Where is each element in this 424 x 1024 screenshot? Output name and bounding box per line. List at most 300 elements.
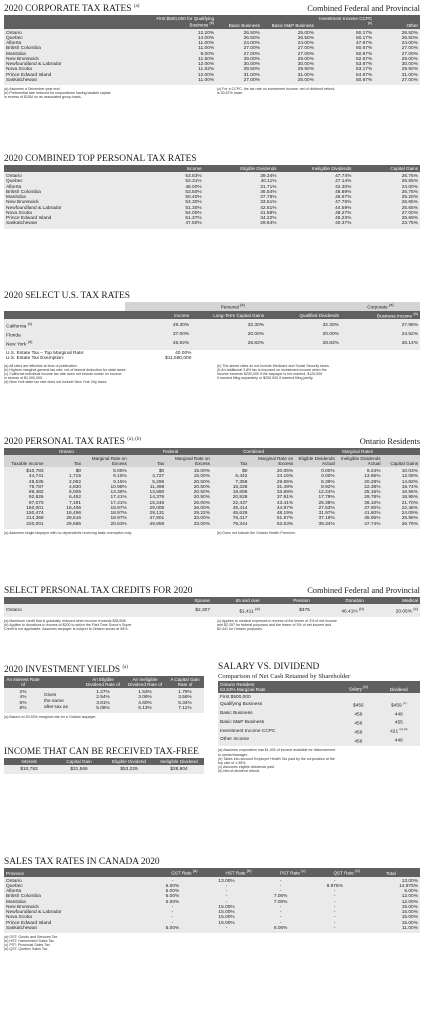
table-row: [4, 467, 420, 474]
footnote: (a) Maximum credit that is gradually reduced when income exceeds $38,508.: [4, 618, 127, 623]
table-cell: 47.75%: [279, 200, 354, 205]
table-cell: 6.39%: [295, 480, 337, 485]
footnotes: [217, 87, 420, 99]
table-cell: 51.30%: [137, 206, 204, 211]
table-cell: 42.61%: [204, 206, 279, 211]
table-cell: Ontario: [4, 604, 162, 617]
corporate-tax-table: [4, 15, 420, 85]
table-cell: 29.00%: [374, 57, 420, 62]
table-row: [4, 706, 204, 713]
table-cell: -: [145, 921, 199, 926]
column-header: 65 and over: [212, 597, 262, 604]
footnote: top rate of 1.95%.: [218, 760, 247, 765]
footnote: to owner/manager.: [218, 752, 248, 757]
table-cell: 7.00%: [254, 900, 308, 905]
table-cell: 27.00%: [374, 78, 420, 85]
table-cell: Qualifying Business: [218, 700, 339, 709]
table-cell: Nova Scotia: [4, 915, 145, 920]
personal-brackets-section: 2020 PERSONAL TAX RATES $^{(a), (b)}$ Ontario Residents Ontario Federal Combined Marginal Rates Taxable Income Tax Marginal Rate on Excess Tax Marginal Rate on Excess Tax Marginal Rate on Excess Eligible Dividends Actual Ineligible Dividends Actual Capital Gains $10,783 $0 5.05% $0 15.00% $0 20.05% 0.00% 9.24% 10.03% 44,741 1,715 9.15% 4,727 15.00% 6,442 24.15% 0.00% 13.95% 12.08% 48,535 2,062 9.15% 5,296 20.50% 7,358 29.65% 6.39% 20.28% 14.83% 78,787 4,830 10.98% 11,498 20.50% 16,328 31.48% 8.92% 22.38% 15.74% 89,482 6,005 13.39% 13,690 20.50% 19,695 33.89% 12.24% 25.16% 16.95% 92,826 6,452 17.41% 14,376 20.50% 20,828 37.91% 17.79% 29.78% 18.95% 97,070 7,191 17.41% 15,246 26.00% 22,437 43.41% 25.38% 36.10% 21.70% 150,001 16,406 18.97% 29,008 26.00% 45,414 44.97% 27.53% 37.90% 22.48% 150,474 16,496 18.97% 29,131 29.22% 45,626 48.19% 31.97% 41.60% 24.09% 214,369 28,616 18.97% 47,801 33.00% 76,417 51.97% 37.19% 45.95% 25.98% 220,001 29,685 20.53% 49,659 33.00% 79,344 53.53% 39.34% 47.74% 26.76% (a) Assumes single taxpayer with no dependents receiving basic exemption only. (b) Does not include the Ontario Health Premium.: [4, 437, 420, 535]
table-cell: 24.52%: [341, 330, 420, 339]
table-cell: 12.00%: [362, 894, 420, 899]
footnote: (c) Applies to medical expenses in excess of the lesser of 3% of net income: [217, 618, 337, 623]
table-cell: 3.56%: [166, 695, 204, 700]
table-cell: 16.95%: [383, 490, 421, 495]
column-header: Federal: [129, 448, 212, 455]
table-cell: 47.74%: [279, 172, 354, 179]
table-cell: $28,904: [154, 765, 204, 774]
table-cell: 15.00%: [362, 910, 420, 915]
table-cell: Ontario: [4, 29, 145, 36]
footnote: (f) An additional 3.8% tax is imposed on investment income when the: [217, 368, 327, 373]
table-row: [4, 604, 420, 617]
table-cell: -: [308, 889, 362, 894]
table-cell: 42.30%: [279, 185, 354, 190]
table-cell: 7.11%: [166, 706, 204, 713]
table-cell: 26.76%: [353, 172, 420, 179]
table-cell: 27.00%: [216, 46, 262, 51]
table-cell: 5.05%: [83, 467, 129, 474]
table-cell: 50.67%: [316, 46, 374, 51]
table-cell: 29.00%: [262, 57, 316, 62]
table-cell: 6,005: [46, 490, 83, 495]
table-cell: Saskatchewan: [4, 926, 145, 933]
table-cell: 40.11%: [204, 179, 279, 184]
tax-credits-table: [4, 597, 420, 617]
table-cell: 17.41%: [83, 495, 129, 500]
brackets-title: 2020 PERSONAL TAX RATES: [4, 437, 125, 448]
column-header: Marginal Rate on Excess: [166, 455, 212, 467]
column-header: [4, 15, 145, 29]
column-header: Donation: [312, 597, 366, 604]
credits-title: SELECT PERSONAL TAX CREDITS FOR 2020: [4, 586, 193, 596]
column-header: Business Income $^{(b)}$: [341, 311, 420, 320]
table-cell: -: [254, 889, 308, 894]
table-cell: 14.975%: [362, 884, 420, 889]
column-header: Pension: [262, 597, 312, 604]
table-cell: 47.74%: [337, 522, 383, 529]
table-cell: 7.00%: [254, 894, 308, 899]
table-cell: Prince Edward Island: [4, 73, 145, 78]
column-header: Personal $^{(a)}$: [125, 302, 341, 311]
column-header: Ineligible Dividend: [154, 758, 204, 765]
table-cell: Quebec: [4, 179, 137, 184]
table-cell: 26.50%: [374, 29, 420, 36]
table-cell: 30.00%: [216, 62, 262, 67]
table-cell: 6,442: [212, 474, 249, 479]
table-cell: 27.53%: [295, 506, 337, 511]
table-cell: 7,191: [46, 501, 83, 506]
table-cell: Saskatchewan: [4, 78, 145, 85]
column-header: Income: [125, 311, 192, 320]
table-cell: -: [254, 877, 308, 884]
table-cell: 4,830: [46, 485, 83, 490]
table-cell: 52.67%: [316, 57, 374, 62]
table-row: [218, 693, 420, 700]
column-header: Tax: [46, 455, 83, 467]
footnote: (b) HST: Harmonized Sales Tax: [4, 939, 55, 944]
table-cell: 455: [378, 718, 420, 727]
table-row: [4, 319, 420, 330]
table-cell: 14,376: [129, 495, 166, 500]
table-cell: 30.00%: [374, 62, 420, 67]
table-cell: 22.48%: [383, 506, 421, 511]
table-cell: 15,246: [129, 501, 166, 506]
table-cell: 18.95%: [383, 495, 421, 500]
table-cell: 47,801: [129, 516, 166, 521]
table-cell: 3.81%: [82, 701, 124, 706]
footnotes: [218, 748, 420, 773]
table-cell: 50.40%: [137, 195, 204, 200]
column-header: Medical: [366, 597, 420, 604]
table-cell: 46.41% $^{(b)}$: [312, 604, 366, 617]
table-cell: 53.50%: [137, 190, 204, 195]
table-cell: $459 $^{(c)}$: [378, 700, 420, 709]
table-cell: 12.24%: [295, 490, 337, 495]
footnote: (e) The above rates do not include Medicare and Social Security taxes.: [217, 364, 330, 369]
corporate-subtitle: Combined Federal and Provincial: [307, 4, 420, 14]
table-cell: 6%: [4, 701, 42, 706]
footnotes: [4, 364, 207, 384]
table-cell: 12.00%: [145, 73, 216, 78]
table-cell: 220,001: [4, 522, 46, 529]
tax-free-income-section: [4, 747, 204, 774]
table-cell: 27.00%: [353, 211, 420, 216]
column-header: Qualified Dividends: [266, 311, 341, 320]
table-cell: British Columbia: [4, 894, 145, 899]
table-cell: 24.00%: [262, 41, 316, 46]
table-cell: 31.48%: [249, 485, 295, 490]
column-header: Total: [362, 868, 420, 877]
table-cell: 5.00%: [145, 889, 199, 894]
column-header: [4, 311, 125, 320]
column-header: Province: [4, 868, 145, 877]
table-cell: 27.00%: [216, 78, 262, 85]
table-cell: 24.00%: [374, 41, 420, 46]
table-cell: 26.50%: [216, 29, 262, 36]
footnote: (a) Assumes corporation has $1,000 of income available for disbursement: [218, 748, 336, 753]
table-cell: Quebec: [4, 884, 145, 889]
table-cell: 92,826: [4, 495, 46, 500]
table-cell: 16,496: [46, 511, 83, 516]
table-cell: 20.53%: [83, 522, 129, 529]
table-cell: 150,474: [4, 511, 46, 516]
table-cell: 51.97%: [249, 516, 295, 521]
table-cell: 31.00%: [262, 73, 316, 78]
sales-tax-table: [4, 868, 420, 933]
table-row: [4, 29, 420, 36]
table-cell: Manitoba: [4, 900, 145, 905]
table-cell: 22,437: [212, 501, 249, 506]
table-cell: 15.00%: [362, 905, 420, 910]
table-cell: 29.65%: [249, 480, 295, 485]
table-cell: 8.92%: [295, 485, 337, 490]
table-cell: 37.19%: [295, 516, 337, 521]
column-header: Income: [137, 165, 204, 172]
table-cell: 5.00%: [145, 884, 199, 889]
table-cell: 4,727: [129, 474, 166, 479]
column-header: First $500,000 for Qualifying Business $^{(b)}$: [145, 15, 216, 29]
table-cell: 4.60%: [124, 701, 166, 706]
table-cell: 53.53%: [249, 522, 295, 529]
table-cell: Manitoba: [4, 52, 145, 57]
table-cell: 15.00%: [200, 915, 254, 920]
table-cell: -: [308, 921, 362, 926]
table-cell: -: [254, 921, 308, 926]
footnote: (b) Preferential rate reduced for corporations having taxable capital: [4, 91, 111, 96]
footnote: (b) Highest marginal general tax rate, net of federal deduction for state taxes: [4, 368, 126, 373]
table-cell: 6.13%: [124, 706, 166, 713]
table-cell: -: [254, 884, 308, 889]
table-cell: 20.50%: [166, 495, 212, 500]
footnote: in excess of $10M on an associated group basis.: [4, 95, 82, 100]
table-cell: Ontario: [4, 877, 145, 884]
table-cell: 5,296: [129, 480, 166, 485]
table-cell: 50.17%: [316, 36, 374, 41]
table-cell: 45.82%: [125, 339, 192, 350]
table-row: [4, 172, 420, 179]
table-cell: 20.50%: [166, 490, 212, 495]
table-cell: 8%: [4, 706, 42, 713]
table-cell: 11.50%: [145, 57, 216, 62]
column-header: Spouse: [162, 597, 212, 604]
table-cell: 41.60%: [337, 511, 383, 516]
table-cell: 12.00%: [145, 62, 216, 67]
table-cell: 41.58%: [204, 211, 279, 216]
table-cell: 27.00%: [262, 46, 316, 51]
table-cell: 1.53%: [124, 688, 166, 695]
table-cell: $0: [212, 467, 249, 474]
table-cell: 45.23%: [279, 216, 354, 221]
table-cell: 27.00%: [262, 52, 316, 57]
column-header: Eligible Dividends: [204, 165, 279, 172]
table-cell: 29,008: [129, 506, 166, 511]
table-cell: 34.22%: [204, 216, 279, 221]
table-cell: -: [145, 910, 199, 915]
table-cell: 1.27%: [82, 688, 124, 695]
table-cell: 29.00%: [216, 57, 262, 62]
table-cell: 39.34%: [204, 172, 279, 179]
column-header: Investment Income CCPC $^{(c)}$: [316, 15, 374, 29]
table-cell: 26.75%: [353, 190, 420, 195]
table-cell: 24.00%: [353, 185, 420, 190]
table-row: [218, 727, 420, 736]
footnote: (c) California individual income tax rate does not include surtax on income: [4, 372, 122, 377]
table-cell: 11.00%: [145, 46, 216, 51]
table-cell: 9.975%: [308, 884, 362, 889]
footnote: (b) Does not include the Ontario Health Premium.: [217, 530, 296, 535]
table-row: [4, 221, 420, 228]
table-cell: Alberta: [4, 41, 145, 46]
table-cell: 28.82%: [266, 339, 341, 350]
us-title: 2020 SELECT U.S. TAX RATES: [4, 291, 130, 301]
footnote: (a) Assumes single taxpayer with no dependents receiving basic exemption only.: [4, 530, 132, 535]
table-cell: 26.50%: [262, 36, 316, 41]
table-cell: 48.89%: [279, 190, 354, 195]
table-cell: 29,685: [46, 522, 83, 529]
table-cell: $53,229: [104, 765, 154, 774]
table-cell: 49.30%: [125, 319, 192, 330]
brackets-subtitle: Ontario Residents: [359, 437, 420, 447]
table-cell: [378, 693, 420, 700]
table-cell: 6.00%: [254, 926, 308, 933]
table-row: [218, 709, 420, 718]
table-cell: Nova Scotia: [4, 211, 137, 216]
table-cell: 5.00%: [145, 900, 199, 905]
table-cell: 28.82%: [191, 339, 266, 350]
corporate-tax-section: 2020 CORPORATE TAX RATES $^{(a)}$ Combined Federal and Provincial First $500,000 for Qualifying Business $^{(b)}$ Basic Business Basic M&P Business Investment Income CCPC $^{(c)}$ Other Ontario 12.20% 26.50% 25.00% 50.17% 26.50% Quebec 14.00% 26.50% 26.50% 50.17% 26.50% Alberta 11.00% 24.00% 24.00% 47.67% 24.00% British Columbia 11.00% 27.00% 27.00% 50.67% 27.00% Manitoba 9.00% 27.00% 27.00% 50.67% 27.00% New Brunswick 11.50% 29.00% 29.00% 52.67% 29.00% Newfoundland & Labrador 12.00% 30.00% 30.00% 53.67% 30.00% Nova Scotia 11.62% 29.50% 29.50% 53.17% 29.50% Prince Edward Island 12.00% 31.00% 31.00% 54.67% 31.00% Saskatchewan 11.00% 27.00% 25.00% 50.67% 27.00% (a) Assumes a December year end. (b) Preferential rate reduced for corporations having taxable capital in excess of $10M on an associated group basis. (c) For a CCPC, the tax rate on investment income, net of dividend refund, is 30.67% lower.: [4, 4, 420, 100]
personal-tax-section: [4, 154, 420, 229]
table-cell: Manitoba: [4, 195, 137, 200]
table-row: [218, 736, 420, 747]
column-header: Combined: [212, 448, 295, 455]
table-cell: 31.00%: [216, 73, 262, 78]
table-cell: 44.97%: [249, 506, 295, 511]
table-row: [218, 718, 420, 727]
table-cell: 53.53%: [137, 172, 204, 179]
table-cell: New York $^{(d)}$: [4, 339, 125, 350]
table-cell: 24.09%: [383, 511, 421, 516]
table-cell: 5.08%: [82, 706, 124, 713]
table-cell: 5.00%: [145, 926, 199, 933]
table-cell: -: [308, 915, 362, 920]
table-cell: 26.65%: [353, 200, 420, 205]
table-cell: Ontario: [4, 172, 137, 179]
table-cell: 78,787: [4, 485, 46, 490]
table-cell: 25.65%: [353, 206, 420, 211]
table-cell: 11.62%: [145, 67, 216, 72]
column-header: [4, 302, 125, 311]
column-header: HST Rate $^{(b)}$: [200, 868, 254, 877]
table-cell: 44.59%: [279, 206, 354, 211]
table-cell: 25.69%: [353, 216, 420, 221]
table-cell: 47.50%: [137, 221, 204, 228]
table-cell: 5.00%: [362, 889, 420, 894]
column-header: Ontario: [4, 448, 129, 455]
table-cell: -: [308, 910, 362, 915]
column-header: Other: [374, 15, 420, 29]
column-header: Dividend: [378, 681, 420, 693]
table-cell: 33.00%: [166, 522, 212, 529]
table-cell: $0: [129, 467, 166, 474]
table-cell: 456: [339, 718, 377, 727]
table-cell: 10.03%: [383, 467, 421, 474]
table-cell: -: [145, 915, 199, 920]
table-cell: 20.28%: [337, 480, 383, 485]
column-header: Marginal Rate on Excess: [83, 455, 129, 467]
footnote: (d) Net-of-dividend refund.: [218, 768, 260, 773]
table-cell: -: [200, 889, 254, 894]
footnote: (d) QST: Quebec Sales Tax: [4, 947, 48, 952]
table-cell: 15.00%: [200, 921, 254, 926]
column-header: Tax: [129, 455, 166, 467]
table-cell: 25.20%: [353, 195, 420, 200]
table-cell: 13.95%: [337, 474, 383, 479]
table-row: [4, 926, 420, 933]
table-cell: 12.20%: [145, 29, 216, 36]
table-cell: -: [145, 877, 199, 884]
table-cell: 446: [378, 736, 420, 747]
table-cell: 421 $^{(c),(d)}$: [378, 727, 420, 736]
table-cell: Investment Income CCPC: [218, 727, 339, 736]
table-cell: 17.41%: [83, 501, 129, 506]
column-header: An Interest Rate of: [4, 676, 42, 688]
table-cell: 11,498: [129, 485, 166, 490]
table-cell: 33.89%: [249, 490, 295, 495]
table-cell: 53.31%: [137, 179, 204, 184]
table-cell: 36.10%: [337, 501, 383, 506]
table-cell: 17.79%: [295, 495, 337, 500]
table-cell: 9.15%: [83, 474, 129, 479]
table-cell: Prince Edward Island: [4, 921, 145, 926]
table-cell: 40.37%: [279, 221, 354, 228]
table-cell: 43.41%: [249, 501, 295, 506]
table-cell: 29.78%: [337, 495, 383, 500]
table-cell: 15.00%: [166, 467, 212, 474]
table-cell: 1.78%: [166, 688, 204, 695]
table-cell: 15.00%: [166, 474, 212, 479]
table-cell: Basic M&P Business: [218, 718, 339, 727]
table-cell: 89,482: [4, 490, 46, 495]
table-cell: 20.05% $^{(c)}$: [366, 604, 420, 617]
footnotes: [217, 364, 420, 384]
table-cell: 20.05%: [249, 467, 295, 474]
corporate-title: 2020 CORPORATE TAX RATES: [4, 4, 132, 15]
table-cell: 48.27%: [279, 211, 354, 216]
column-header: Eligible Dividends Actual: [295, 455, 337, 467]
table-cell: British Columbia: [4, 46, 145, 51]
table-cell: 6,452: [46, 495, 83, 500]
footnote: and $2,397 for federal purposes and the lesser of 3% of net income and: [217, 622, 332, 627]
table-cell: 13.00%: [362, 877, 420, 884]
table-cell: 53.67%: [316, 62, 374, 67]
table-row: [4, 330, 420, 339]
table-cell: 18.97%: [83, 506, 129, 511]
footnote: (d) New York state tax rate does not include New York City taxes.: [4, 380, 108, 385]
us-estate-tax: U.S. Estate Tax – Top Marginal Rate: 40.00% U.S. Estate Tax Exemption: $11,580,000: [6, 350, 192, 361]
table-cell: 27.00%: [374, 52, 420, 57]
investment-yields-section: 2020 INVESTMENT YIELDS $^{(a)}$ An Interest Rate of An Eligible Dividend Rate of An Ineligible Dividend Rate of A Capital Gain Rate of 2% Gives the same after-tax as 1.27% 1.53% 1.78% 4% 2.54% 3.06% 3.56% 6% 3.81% 4.60% 5.34% 8% 5.08% 6.13% 7.11% (a) Based on 53.53% marginal rate for a Ontario taxpayer.: [4, 662, 204, 719]
table-cell: 22.38%: [337, 485, 383, 490]
table-cell: 48.00%: [137, 185, 204, 190]
credits-subtitle: Combined Federal and Provincial: [307, 586, 420, 595]
table-row: [4, 522, 420, 529]
table-cell: 9.24%: [337, 467, 383, 474]
table-cell: Basic Business: [218, 709, 339, 718]
table-cell: 14.00%: [145, 36, 216, 41]
table-cell: 37.91%: [249, 495, 295, 500]
table-cell: 456: [339, 709, 377, 718]
column-header: A Capital Gain Rate of: [166, 676, 204, 688]
table-cell: British Columbia: [4, 190, 137, 195]
table-cell: 16,328: [212, 485, 249, 490]
table-cell: New Brunswick: [4, 200, 137, 205]
footnote: (c) For a CCPC, the tax rate on investment income, net of dividend refund,: [217, 87, 336, 92]
footnotes: [217, 531, 420, 535]
footnote: (a) All rates are effective at time of publication.: [4, 364, 78, 369]
footnotes: [4, 619, 207, 631]
table-row: [4, 877, 420, 884]
table-cell: 14.83%: [383, 480, 421, 485]
table-cell: 26.65%: [353, 179, 420, 184]
column-header: [4, 597, 162, 604]
table-cell: 25.16%: [337, 490, 383, 495]
table-cell: 7,358: [212, 480, 249, 485]
column-header: Capital Gains: [383, 455, 421, 467]
table-cell: 9.00%: [145, 52, 216, 57]
table-cell: 26.50%: [374, 36, 420, 41]
column-header: Corporate $^{(a)}$: [341, 302, 420, 311]
table-cell: Newfoundland & Labrador: [4, 206, 137, 211]
